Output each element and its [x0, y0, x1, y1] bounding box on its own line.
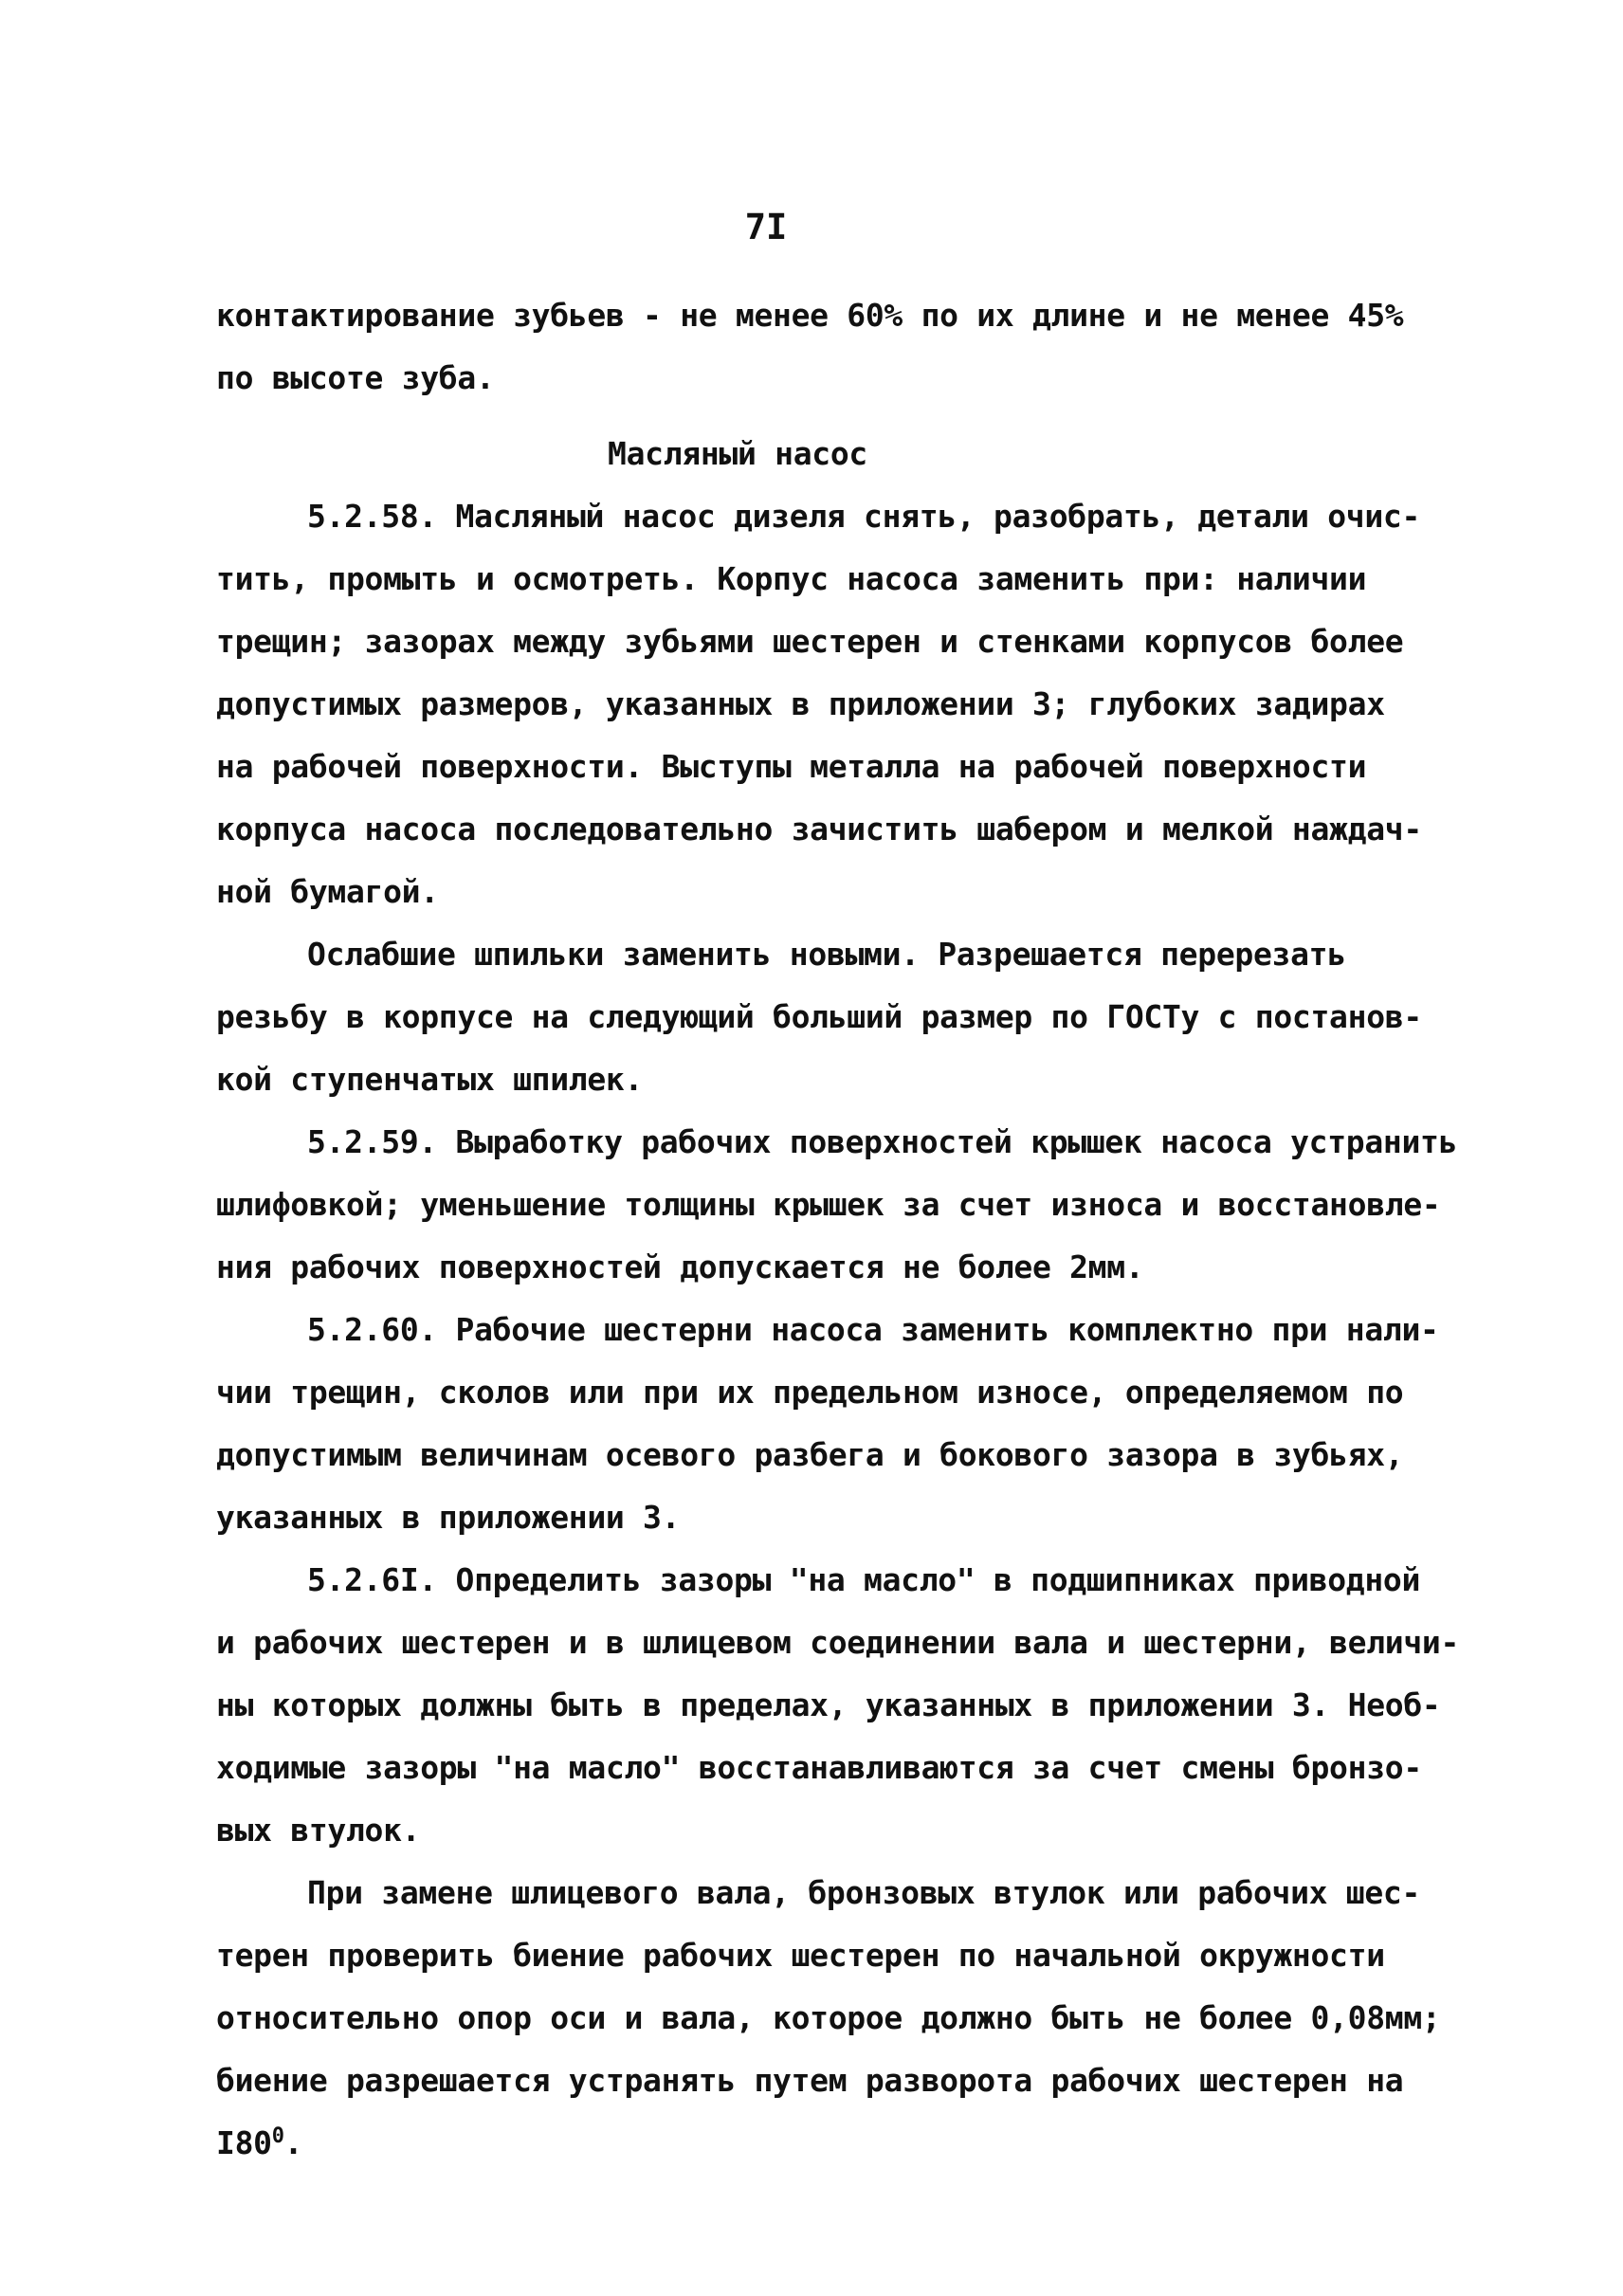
- text-line: корпуса насоса последовательно зачистить шабером и мелкой наждач-: [216, 811, 1422, 847]
- text-line: трещин; зазорах между зубьями шестерен и стенками корпусов более: [216, 623, 1404, 660]
- text-line: ходимые зазоры "на масло" восстанавливаются за счет смены бронзо-: [216, 1749, 1422, 1786]
- text-line: вых втулок.: [216, 1812, 421, 1849]
- text-line: указанных в приложении 3.: [216, 1499, 681, 1536]
- text-line: на рабочей поверхности. Выступы металла на рабочей поверхности: [216, 748, 1367, 785]
- text-line: допустимых размеров, указанных в приложении 3; глубоких задирах: [216, 685, 1385, 722]
- text-line: 5.2.60. Рабочие шестерни насоса заменить комплектно при нали-: [307, 1311, 1439, 1348]
- text-line: 5.2.59. Выработку рабочих поверхностей крышек насоса устранить: [307, 1123, 1458, 1160]
- text-line: и рабочих шестерен и в шлицевом соединении вала и шестерни, величи-: [216, 1624, 1460, 1661]
- text-line: 5.2.58. Масляный насос дизеля снять, разобрать, детали очис-: [307, 498, 1421, 535]
- text-line: тить, промыть и осмотреть. Корпус насоса заменить при: наличии: [216, 560, 1367, 597]
- text-line: Ослабшие шпильки заменить новыми. Разрешается перерезать: [307, 936, 1346, 973]
- degree-superscript: 0: [271, 2124, 284, 2148]
- body-text: [216, 284, 1460, 2175]
- text-line: допустимым величинам осевого разбега и бокового зазора в зубьях,: [216, 1436, 1404, 1473]
- text-line: кой ступенчатых шпилек.: [216, 1061, 644, 1098]
- section-heading: Масляный насос: [608, 435, 867, 472]
- text-line: При замене шлицевого вала, бронзовых втулок или рабочих шес-: [307, 1874, 1421, 1911]
- text-line: относительно опор оси и вала, которое должно быть не более 0,08мм;: [216, 1999, 1441, 2036]
- text-line: шлифовкой; уменьшение толщины крышек за счет износа и восстановле-: [216, 1186, 1441, 1223]
- text-line: биение разрешается устранять путем разворота рабочих шестерен на: [216, 2062, 1404, 2099]
- text-line: чии трещин, сколов или при их предельном износе, определяемом по: [216, 1374, 1404, 1411]
- text-line: резьбу в корпусе на следующий больший размер по ГОСТу с постанов-: [216, 998, 1422, 1035]
- text-line: по высоте зуба.: [216, 359, 495, 396]
- text-line: контактирование зубьев - не менее 60% по их длине и не менее 45%: [216, 297, 1404, 334]
- line-end-punctuation: .: [283, 2124, 303, 2161]
- page-number: 7I: [744, 207, 788, 247]
- text-line: ны которых должны быть в пределах, указанных в приложении 3. Необ-: [216, 1686, 1441, 1723]
- text-line: ния рабочих поверхностей допускается не более 2мм.: [216, 1248, 1144, 1285]
- text-line: ной бумагой.: [216, 873, 439, 910]
- text-line-degree: [216, 2112, 1449, 2175]
- text-line: 5.2.6I. Определить зазоры "на масло" в подшипниках приводной: [307, 1561, 1421, 1598]
- text-line: терен проверить биение рабочих шестерен по начальной окружности: [216, 1937, 1385, 1974]
- degree-value: I80: [216, 2124, 272, 2161]
